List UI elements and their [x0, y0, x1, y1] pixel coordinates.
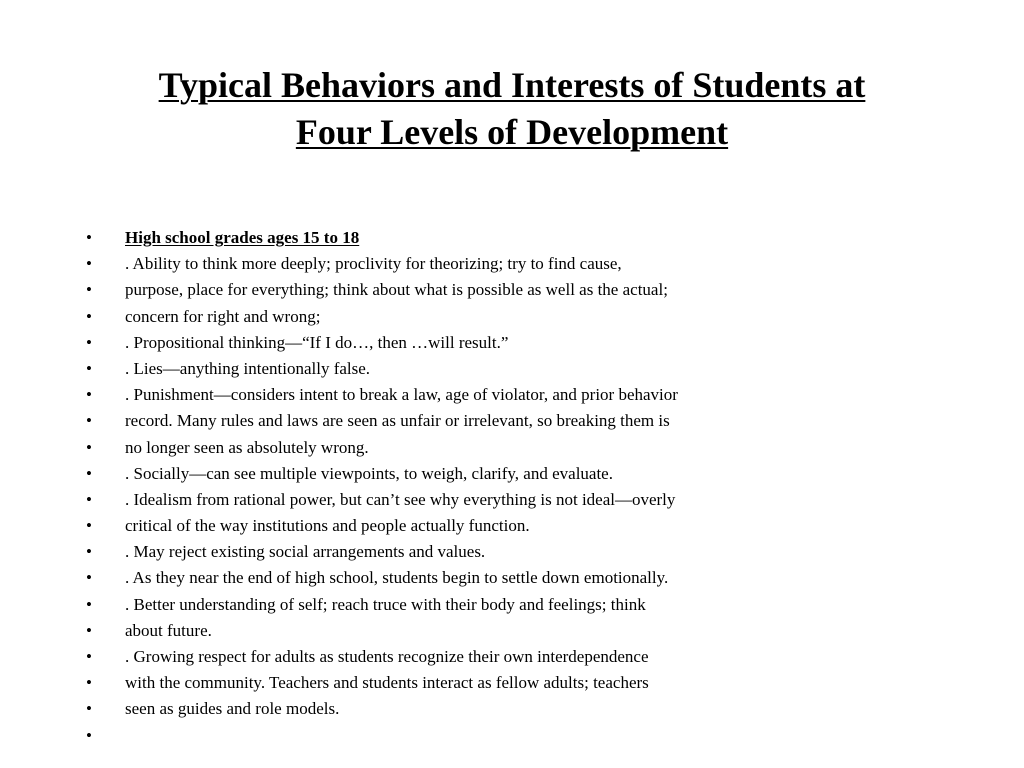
bullet-item — [86, 618, 966, 644]
bullet-icon: • — [86, 725, 92, 745]
bullet-item — [86, 565, 966, 591]
bullet-icon: • — [86, 358, 92, 378]
bullet-icon: • — [86, 463, 92, 483]
bullet-icon: • — [86, 647, 92, 666]
bullet-text: . Better understanding of self; reach truce with their body and feelings; think — [125, 594, 646, 614]
bullet-item — [86, 592, 966, 618]
section-heading: High school grades ages 15 to 18 — [125, 228, 360, 247]
bullet-item — [86, 382, 966, 408]
bullet-icon: • — [86, 620, 92, 640]
bullet-text: purpose, place for everything; think about what is possible as well as the actual; — [125, 280, 668, 300]
bullet-text: . Propositional thinking—“If I do…, then …will result.” — [125, 332, 509, 352]
bullet-item — [86, 487, 966, 513]
bullet-item — [86, 539, 966, 565]
bullet-item — [86, 696, 966, 722]
bullet-item — [86, 251, 966, 277]
bullet-text: no longer seen as absolutely wrong. — [125, 437, 369, 457]
bullet-icon: • — [86, 228, 92, 247]
bullet-item — [86, 644, 966, 670]
bullet-item — [86, 330, 966, 356]
bullet-text: with the community. Teachers and students interact as fellow adults; teachers — [125, 673, 649, 693]
bullet-text: about future. — [125, 620, 212, 640]
bullet-text: critical of the way institutions and people actually function. — [125, 516, 530, 536]
bullet-list — [86, 225, 966, 749]
bullet-item-heading — [86, 225, 966, 251]
bullet-item — [86, 670, 966, 696]
bullet-text: . Ability to think more deeply; proclivity for theorizing; try to find cause, — [125, 254, 622, 274]
bullet-icon: • — [86, 306, 92, 326]
bullet-icon: • — [86, 516, 92, 536]
bullet-text: concern for right and wrong; — [125, 306, 321, 326]
bullet-item — [86, 356, 966, 382]
bullet-text: record. Many rules and laws are seen as unfair or irrelevant, so breaking them is — [125, 411, 670, 431]
bullet-icon: • — [86, 280, 92, 300]
bullet-item — [86, 435, 966, 461]
bullet-text: . Lies—anything intentionally false. — [125, 358, 371, 378]
bullet-icon: • — [86, 411, 92, 431]
slide-title — [80, 62, 944, 156]
bullet-item — [86, 513, 966, 539]
bullet-text: . May reject existing social arrangements and values. — [125, 542, 486, 562]
bullet-text: . Idealism from rational power, but can’t see why everything is not ideal—overly — [125, 489, 676, 509]
bullet-icon: • — [86, 254, 92, 274]
bullet-item — [86, 408, 966, 434]
bullet-item — [86, 304, 966, 330]
bullet-text: . Growing respect for adults as students recognize their own interdependence — [125, 647, 649, 666]
title-line-1: Typical Behaviors and Interests of Students at — [158, 65, 866, 105]
bullet-item — [86, 277, 966, 303]
bullet-icon: • — [86, 489, 92, 509]
bullet-icon: • — [86, 437, 92, 457]
bullet-icon: • — [86, 673, 92, 693]
bullet-icon: • — [86, 568, 92, 588]
bullet-text: . Punishment—considers intent to break a law, age of violator, and prior behavior — [125, 385, 678, 405]
bullet-icon: • — [86, 332, 92, 352]
bullet-icon: • — [86, 385, 92, 405]
bullet-icon: • — [86, 699, 92, 719]
bullet-text: . As they near the end of high school, students begin to settle down emotionally. — [125, 568, 669, 588]
bullet-item — [86, 461, 966, 487]
bullet-item-empty — [86, 723, 966, 749]
bullet-text: seen as guides and role models. — [125, 699, 340, 719]
title-line-2: Four Levels of Development — [295, 112, 729, 152]
bullet-text: . Socially—can see multiple viewpoints, to weigh, clarify, and evaluate. — [125, 463, 613, 483]
bullet-icon: • — [86, 594, 92, 614]
bullet-icon: • — [86, 542, 92, 562]
